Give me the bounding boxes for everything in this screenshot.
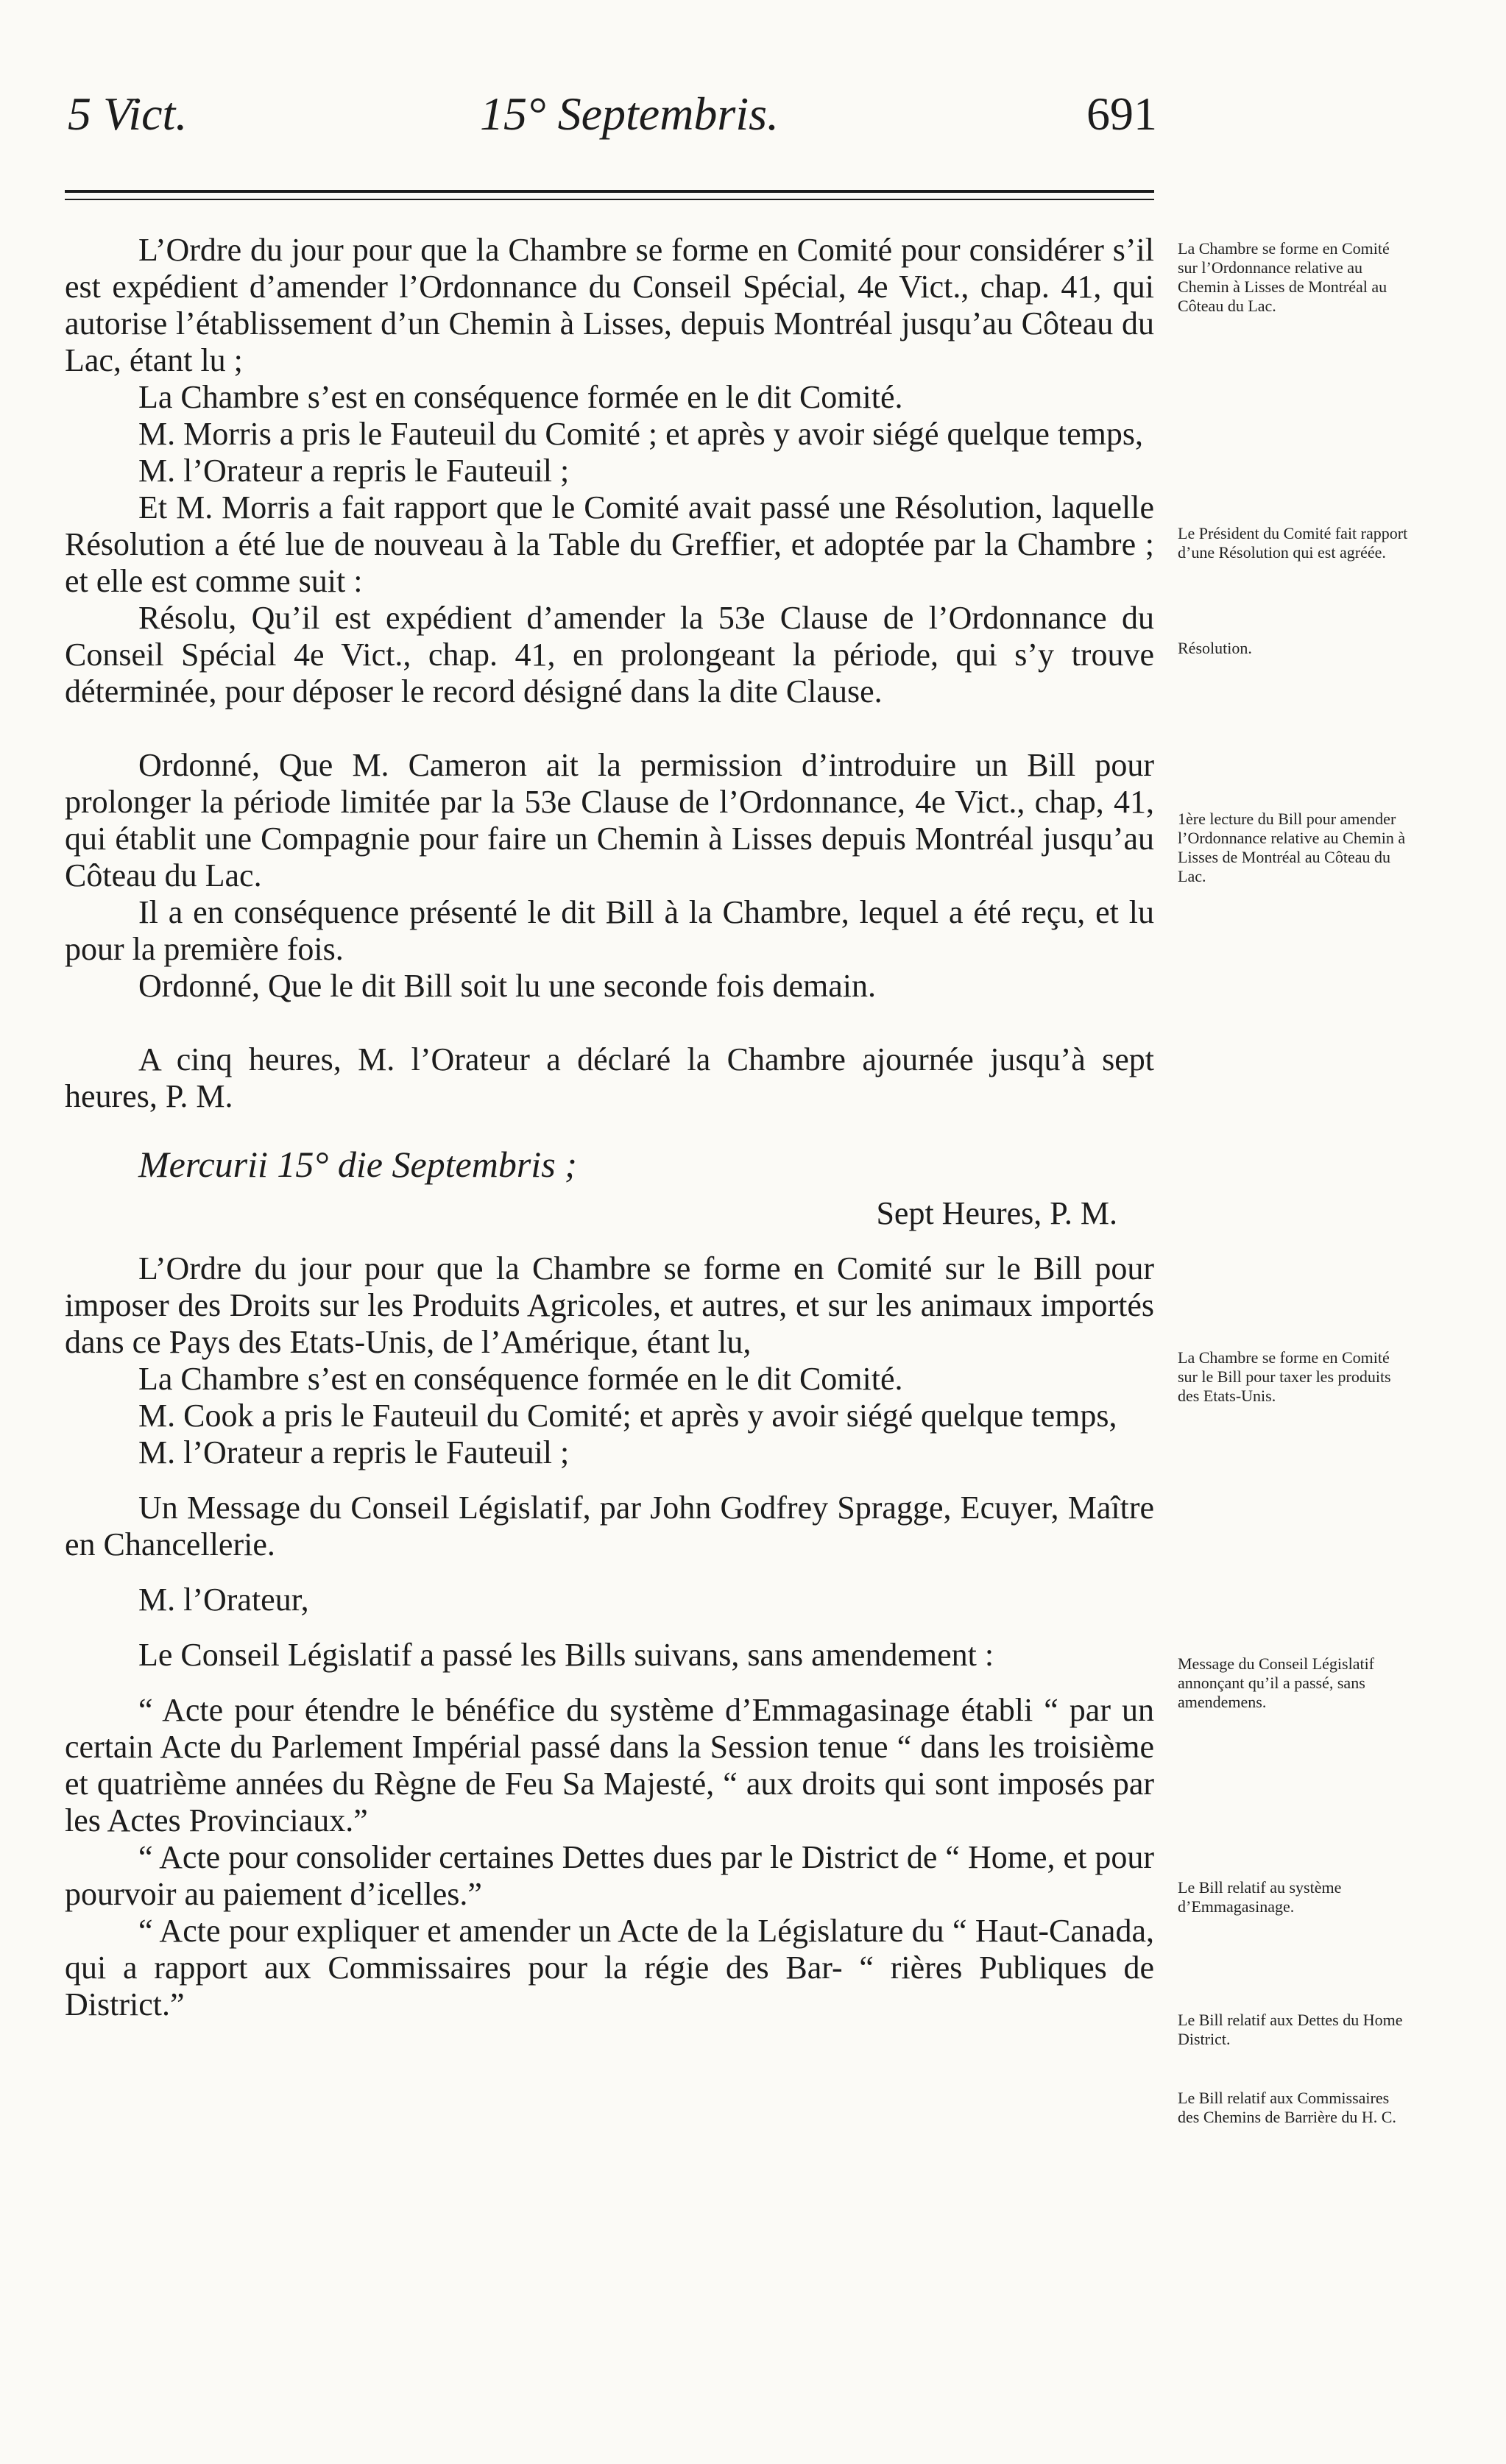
margin-note: Le Bill relatif aux Commissaires des Chemins de Barrière du H. C.: [1178, 2089, 1396, 2126]
margin-note: Le Bill relatif aux Dettes du Home District.: [1178, 2011, 1403, 2048]
paragraph: Et M. Morris a fait rapport que le Comité avait passé une Résolution, laquelle Résolution a été lue de nouveau à la Table du Greffier, et adoptée par la Chambre ; et elle est comme suit :: [65, 489, 1154, 599]
paragraph: La Chambre s’est en conséquence formée en le dit Comité.: [138, 379, 903, 415]
paragraph: A cinq heures, M. l’Orateur a déclaré la Chambre ajournée jusqu’à sept heures, P. M.: [65, 1041, 1154, 1114]
paragraph: Le Conseil Législatif a passé les Bills suivans, sans amendement :: [138, 1637, 994, 1673]
paragraph: M. l’Orateur a repris le Fauteuil ;: [138, 1434, 570, 1470]
paragraph: Ordonné, Que le dit Bill soit lu une seconde fois demain.: [138, 968, 877, 1004]
running-header: [68, 87, 1157, 153]
quoted-bill-title: “ Acte pour consolider certaines Dettes dues par le District de “ Home, et pour pourvoir au paiement d’icelles.”: [65, 1839, 1154, 1912]
margin-note: Le Bill relatif au système d’Emmagasinage.: [1178, 1878, 1342, 1916]
paragraph: M. Morris a pris le Fauteuil du Comité ; et après y avoir siégé quelque temps,: [138, 416, 1143, 452]
paragraph: M. l’Orateur a repris le Fauteuil ;: [138, 453, 570, 489]
paragraph: Il a en conséquence présenté le dit Bill à la Chambre, lequel a été reçu, et lu pour la première fois.: [65, 894, 1154, 967]
salutation: M. l’Orateur,: [138, 1582, 309, 1618]
paragraph: Résolu, Qu’il est expédient d’amender la 53e Clause de l’Ordonnance du Conseil Spécial 4e Vict., chap. 41, en prolongeant la période, qui s’y trouve déterminée, pour déposer le record désigné dans la dite Clause.: [65, 600, 1154, 709]
margin-note: La Chambre se forme en Comité sur le Bill pour taxer les produits des Etats-Unis.: [1178, 1348, 1391, 1405]
paragraph: L’Ordre du jour pour que la Chambre se forme en Comité pour considérer s’il est expédient d’amender l’Ordonnance du Conseil Spécial, 4e Vict., chap. 41, qui autorise l’établissement d’un Chemin à Lisses, depuis Montréal jusqu’au Côteau du Lac, étant lu ;: [65, 232, 1154, 378]
header-rule-thin: [65, 199, 1154, 200]
margin-note: La Chambre se forme en Comité sur l’Ordonnance relative au Chemin à Lisses de Montréal au Côteau du Lac.: [1178, 239, 1390, 315]
page-number: 691: [1086, 88, 1157, 140]
paragraph: Ordonné, Que M. Cameron ait la permission d’introduire un Bill pour prolonger la période limitée par la 53e Clause de l’Ordonnance, 4e Vict., chap, 41, qui établit une Compagnie pour faire un Chemin à Lisses depuis Montréal jusqu’au Côteau du Lac.: [65, 747, 1154, 893]
margin-note: 1ère lecture du Bill pour amender l’Ordonnance relative au Chemin à Lisses de Montréal au Côteau du Lac.: [1178, 810, 1406, 885]
header-date: 15° Septembris.: [480, 88, 779, 140]
main-text: [65, 232, 1154, 2023]
paragraph: La Chambre s’est en conséquence formée en le dit Comité.: [138, 1361, 903, 1397]
margin-note: Le Président du Comité fait rapport d’une Résolution qui est agréée.: [1178, 524, 1408, 562]
section-date-heading: Mercurii 15° die Septembris ;: [138, 1144, 577, 1185]
paragraph: M. Cook a pris le Fauteuil du Comité; et après y avoir siégé quelque temps,: [138, 1398, 1117, 1434]
section-time-heading: Sept Heures, P. M.: [876, 1195, 1117, 1231]
paragraph: Un Message du Conseil Législatif, par John Godfrey Spragge, Ecuyer, Maître en Chancellerie.: [65, 1490, 1154, 1562]
paragraph: L’Ordre du jour pour que la Chambre se forme en Comité sur le Bill pour imposer des Droits sur les Produits Agricoles, et autres, et sur les animaux importés dans ce Pays des Etats-Unis, de l’Amérique, étant lu,: [65, 1250, 1154, 1360]
header-regnal-year: 5 Vict.: [68, 88, 188, 140]
header-rule-thick: [65, 190, 1154, 193]
margin-note: Résolution.: [1178, 639, 1252, 657]
quoted-bill-title: “ Acte pour expliquer et amender un Acte de la Législature du “ Haut-Canada, qui a rapport aux Commissaires pour la régie des Bar- “ rières Publiques de District.”: [65, 1913, 1154, 2022]
quoted-bill-title: “ Acte pour étendre le bénéfice du système d’Emmagasinage établi “ par un certain Acte du Parlement Impérial passé dans la Session tenue “ dans les troisième et quatrième années du Règne de Feu Sa Majesté, “ aux droits qui sont imposés par les Actes Provinciaux.”: [65, 1692, 1154, 1838]
margin-note: Message du Conseil Législatif annonçant qu’il a passé, sans amendemens.: [1178, 1654, 1375, 1711]
